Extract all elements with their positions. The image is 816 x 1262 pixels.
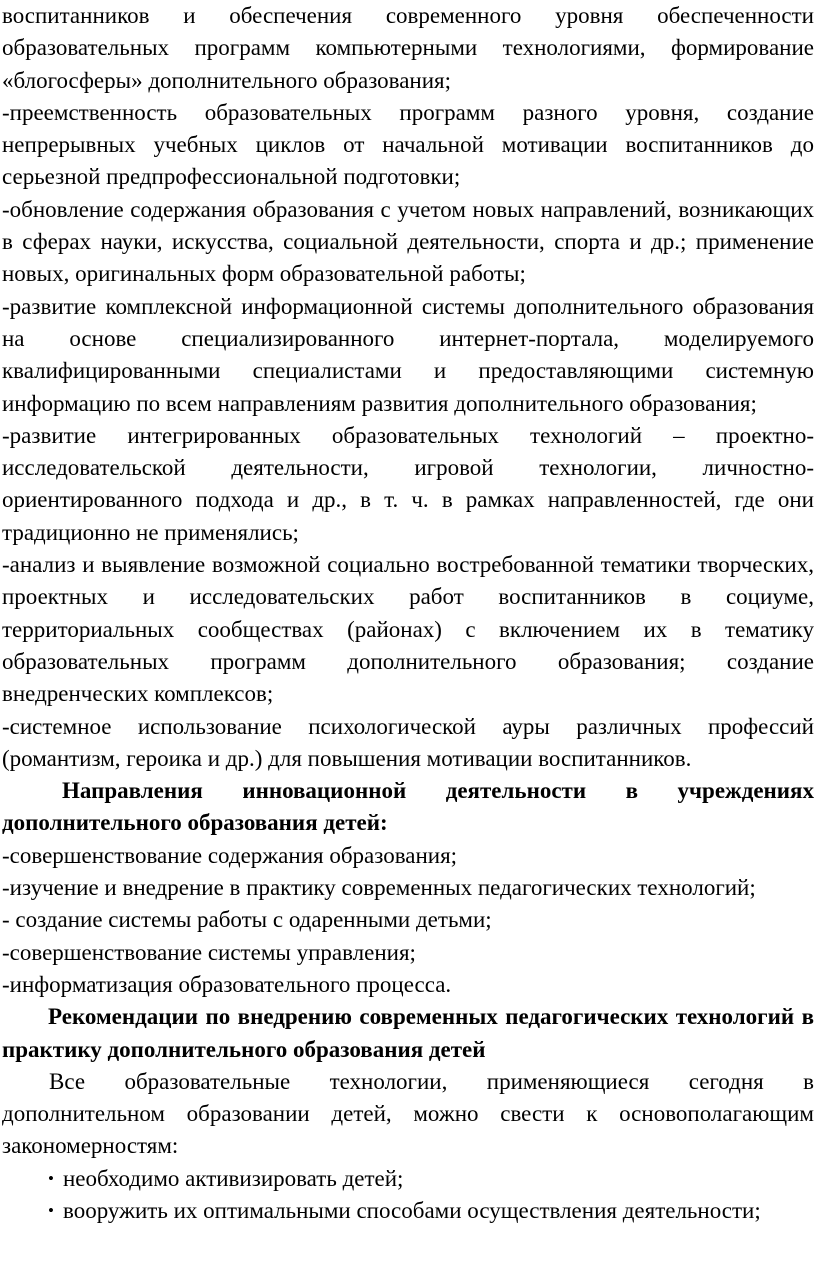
paragraph: Все образовательные технологии, применяющиеся сегодня в дополнительном образовании детей, можно свести к основополагающим закономерностям: <box>2 1068 814 1159</box>
paragraph: -анализ и выявление возможной социально востребованной тематики творческих, проектных и исследовательских работ воспитанников в социуме, территориальных сообществах (районах) с включением их в тематику образовательных программ дополнительного образования; создание внедренческих комплексов; <box>2 552 814 707</box>
bullet-item <box>2 1195 814 1227</box>
bullet-text: вооружить их оптимальными способами осуществления деятельности; <box>63 1197 761 1223</box>
paragraph: -системное использование психологической ауры различных профессий (романтизм, героика и др.) для повышения мотивации воспитанников. <box>2 713 814 771</box>
paragraph: -развитие комплексной информационной системы дополнительного образования на основе специализированного интернет-портала, моделируемого квалифицированными специалистами и предоставляющими системную информацию по всем направлениям развития дополнительного образования; <box>2 293 814 416</box>
list-item: -информатизация образовательного процесса. <box>2 971 452 997</box>
list-item: - создание системы работы с одаренными детьми; <box>2 907 492 933</box>
list-item: -совершенствование системы управления; <box>2 939 416 965</box>
section-heading: Рекомендации по внедрению современных педагогических технологий в практику дополнительного образования детей <box>2 1004 814 1062</box>
paragraph: -обновление содержания образования с учетом новых направлений, возникающих в сферах науки, искусства, социальной деятельности, спорта и др.; применение новых, оригинальных форм образовательной работы; <box>2 196 814 287</box>
bullet-icon: • <box>48 1200 54 1220</box>
bullet-icon: • <box>48 1168 54 1188</box>
paragraph: воспитанников и обеспечения современного уровня обеспеченности образовательных программ компьютерными технологиями, формирование «блогосферы» дополнительного образования; <box>2 3 814 93</box>
bullet-list <box>2 1163 814 1228</box>
list-item: -совершенствование содержания образования; <box>2 842 458 868</box>
bullet-item <box>2 1163 814 1195</box>
bullet-text: необходимо активизировать детей; <box>63 1165 404 1191</box>
section-heading: Направления инновационной деятельности в учреждениях дополнительного образования детей: <box>2 778 814 836</box>
paragraph: -преемственность образовательных программ разного уровня, создание непрерывных учебных циклов от начальной мотивации воспитанников до серьезной предпрофессиональной подготовки; <box>2 99 814 190</box>
list-item: -изучение и внедрение в практику современных педагогических технологий; <box>2 875 756 901</box>
paragraph: -развитие интегрированных образовательных технологий – проектно-исследовательской деятельности, игровой технологии, личностно-ориентированного подхода и др., в т. ч. в рамках направленностей, где они традиционно не применялись; <box>2 422 814 545</box>
